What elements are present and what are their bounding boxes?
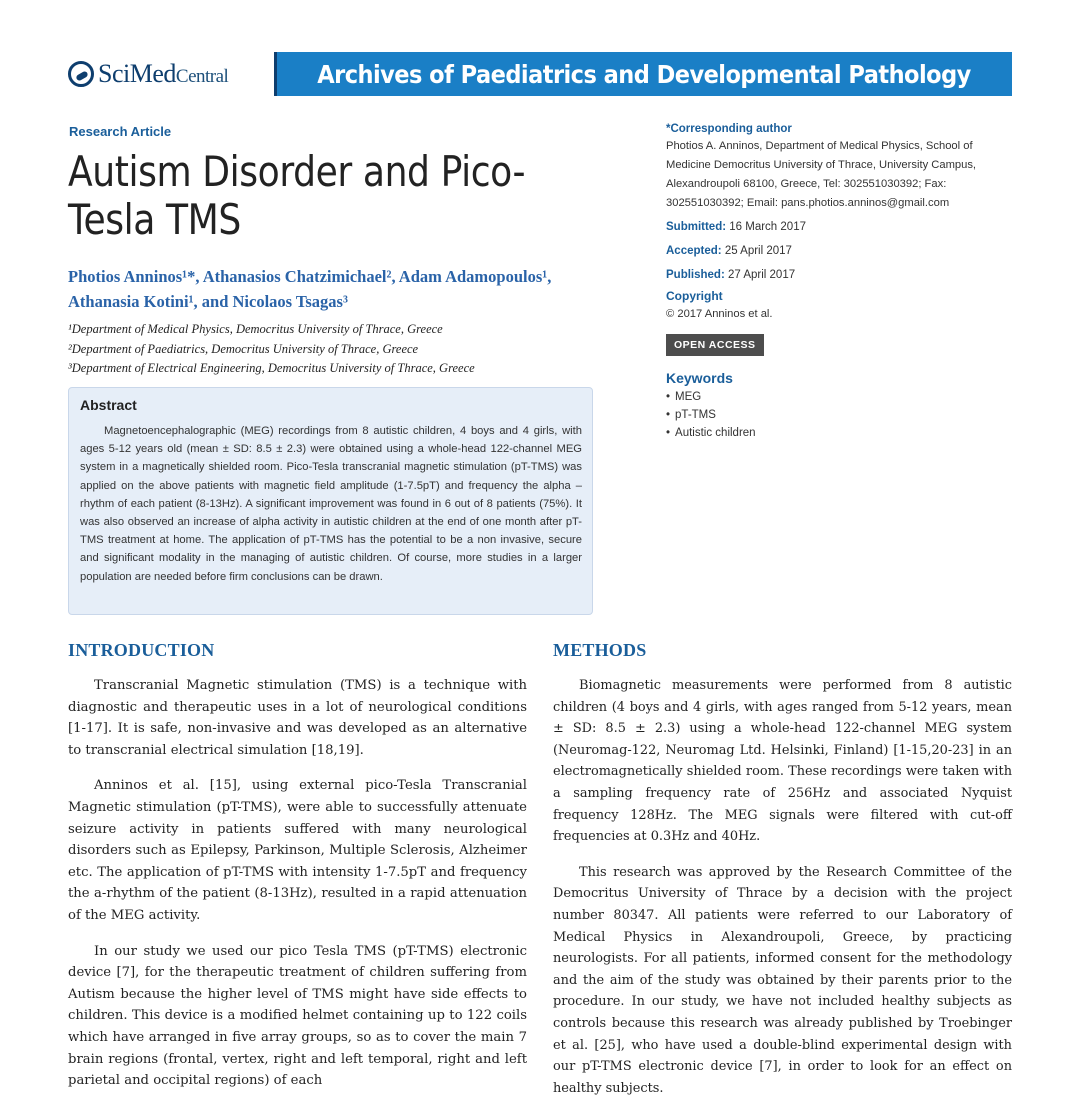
introduction-heading: INTRODUCTION xyxy=(68,640,215,660)
methods-section xyxy=(553,640,1012,1113)
submitted-value: 16 March 2017 xyxy=(729,221,806,233)
introduction-paragraph: Transcranial Magnetic stimulation (TMS) is a technique with diagnostic and therapeutic uses in a lot of neurological conditions [1-17]. It is safe, non-invasive and was developed as an alternative to transcranial electrical simulation [18,19]. xyxy=(68,678,527,758)
published-label: Published: xyxy=(666,269,725,281)
introduction-paragraph: In our study we used our pico Tesla TMS (pT-TMS) electronic device [7], for the therapeutic treatment of children suffering from Autism because the higher level of TMS might have side effects to children. This device is a modified helmet containing up to 122 coils which have arranged in five array groups, so as to cover the main 7 brain regions (frontal, vertex, right and left temporal, right and left parietal and occipital regions) of each xyxy=(68,943,527,1089)
journal-title: Archives of Paediatrics and Developmental Pathology xyxy=(317,59,972,89)
methods-paragraph: Biomagnetic measurements were performed from 8 autistic children (4 boys and 4 girls, with ages ranged from 5-12 years, mean ± SD: 8.5 ± 2.3) using a whole-head 122-channel MEG system (Neuromag-122, Neuromag Ltd. Helsinki, Finland) [1-15,20-23] in an electromagnetically shielded room. These recordings were taken with a sampling frequency rate of 256Hz and associated Nyquist frequency 128Hz. The MEG signals were filtered with cut-off frequencies at 0.3Hz and 40Hz. xyxy=(553,678,1012,845)
introduction-paragraph: Anninos et al. [15], using external pico-Tesla Transcranial Magnetic stimulation (pT-TMS), were able to successfully attenuate seizure activity in patients suffered with many neurological disorders such as Epilepsy, Parkinson, Multiple Sclerosis, Alzheimer etc. The application of pT-TMS with intensity 1-7.5pT and frequency the a-rhythm of the patient (8-13Hz), resulted in a rapid attenuation of the MEG activity. xyxy=(68,778,527,923)
submitted-label: Submitted: xyxy=(666,221,727,233)
accepted-label: Accepted: xyxy=(666,245,722,257)
affiliation-item: ¹Department of Medical Physics, Democritus University of Thrace, Greece xyxy=(68,322,443,336)
corresponding-author-text: Photios A. Anninos, Department of Medical Physics, School of Medicine Democritus University of Thrace, University Campus, Alexandroupoli 68100, Greece, Tel: 302551030392; Fax: 302551030392; Email: pans.photios.anninos@gmail.com xyxy=(666,140,977,209)
keyword-list xyxy=(666,388,1011,442)
methods-paragraph: This research was approved by the Research Committee of the Democritus University of Thrace by a decision with the project number 80347. All patients were referred to our Laboratory of Medical Physics in Alexandroupoli, Greece, by practicing neurologists. For all patients, informed consent for the methodology and the aim of the study was obtained by their parents prior to the procedure. In our study, we have not included healthy subjects as controls because this research was already published by Troebinger et al. [25], who have used a double-blind experimental design with our pT-TMS electronic device [7], in order to look for an effect on healthy subjects. xyxy=(553,864,1012,1096)
affiliation-list xyxy=(68,320,568,379)
keywords-label: Keywords xyxy=(666,370,733,386)
affiliation-item: ²Department of Paediatrics, Democritus University of Thrace, Greece xyxy=(68,341,419,356)
copyright-text: © 2017 Anninos et al. xyxy=(666,308,773,320)
affiliation-item: ³Department of Electrical Engineering, Democritus University of Thrace, Greece xyxy=(68,361,475,375)
logo-circle-icon xyxy=(68,61,94,87)
journal-header-bar xyxy=(274,52,1012,96)
logo-text-main: SciMed xyxy=(98,59,176,88)
published-value: 27 April 2017 xyxy=(727,269,796,281)
abstract-heading: Abstract xyxy=(80,397,137,413)
article-title: Autism Disorder and Pico-Tesla TMS xyxy=(68,147,526,244)
accepted-value: 25 April 2017 xyxy=(724,245,792,257)
methods-heading: METHODS xyxy=(553,640,647,660)
article-sidebar xyxy=(666,123,1011,442)
keyword-item: • pT-TMS xyxy=(666,406,1011,424)
abstract-text: Magnetoencephalographic (MEG) recordings from 8 autistic children, 4 boys and 4 girls, with ages 5-12 years old (mean ± SD: 8.5 ± 2.3) were obtained using a whole-head 122-channel MEG system in a magnetically shielded room. Pico-Tesla transcranial magnetic stimulation (pT-TMS) was applied on the above patients with magnetic field amplitude (1-7.5pT) and frequency the alpha – rhythm of each patient (8-13Hz). A significant improvement was found in 6 out of 8 patients (75%). It was also observed an increase of alpha activity in autistic children at the end of one month after pT-TMS treatment at home. The application of pT-TMS has the potential to be a non invasive, secure and significant modality in the managing of autistic children. Of course, more studies in a larger population are needed before firm conclusions can be drawn. xyxy=(80,425,582,583)
submitted-date xyxy=(666,218,1011,237)
introduction-section xyxy=(68,640,527,1106)
publisher-logo xyxy=(68,52,228,96)
copyright-label: Copyright xyxy=(666,289,723,303)
published-date xyxy=(666,266,1011,285)
article-type: Research Article xyxy=(69,124,172,139)
open-access-badge: OPEN ACCESS xyxy=(666,334,764,356)
author-list: Photios Anninos¹*, Athanasios Chatzimichael², Adam Adamopoulos¹, Athanasia Kotini¹, and Nicolaos Tsagas³ xyxy=(68,267,552,311)
logo-text-tail: Central xyxy=(175,66,229,87)
keyword-item: • MEG xyxy=(666,388,1011,406)
corresponding-author-label: *Corresponding author xyxy=(666,123,792,135)
abstract-box xyxy=(68,387,593,615)
logo-text xyxy=(98,59,228,89)
accepted-date xyxy=(666,242,1011,261)
keyword-item: • Autistic children xyxy=(666,424,1011,442)
